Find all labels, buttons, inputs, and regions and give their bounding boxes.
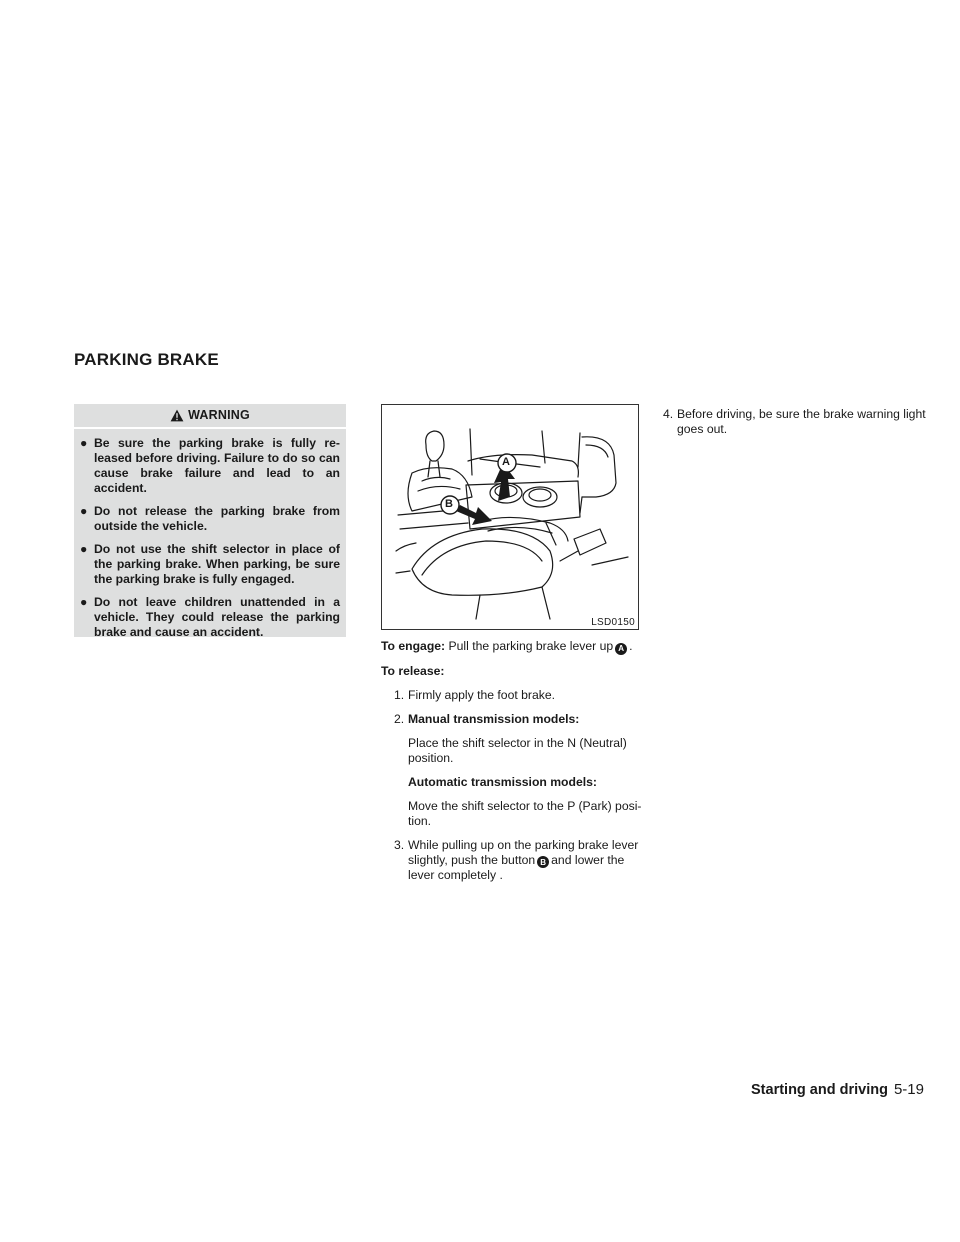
step-body (408, 712, 643, 829)
callout-a-label: A (502, 456, 510, 468)
page-number: 5-19 (893, 1081, 924, 1098)
callout-b-ref-icon: B (537, 856, 549, 868)
instructions-column (381, 639, 643, 892)
warning-header (74, 404, 346, 426)
warning-triangle-icon (170, 409, 184, 422)
warning-item (80, 542, 340, 587)
release-step (394, 688, 643, 703)
step-number: 2. (394, 711, 405, 726)
warning-item (80, 504, 340, 534)
auto-label: Automatic transmission models: (408, 774, 597, 789)
bullet-icon: ● (80, 542, 88, 556)
step-text-before: While pulling up on the parking brake lever slightly, push the button (408, 837, 639, 867)
step-number: 4. (663, 407, 674, 421)
step-number: 1. (394, 687, 405, 702)
manual-label: Manual transmission models: (408, 711, 580, 726)
auto-text: Move the shift selector to the P (Park) posi-tion. (408, 798, 642, 828)
engage-label: To engage: (381, 639, 446, 653)
callout-a-ref-icon: A (615, 643, 627, 655)
callout-b-label: B (445, 498, 453, 510)
release-label: To release: (381, 663, 445, 678)
engage-paragraph (381, 639, 643, 655)
warning-item-text: Do not leave children unattended in a vehicle. They could release the parking brake and cause an accident. (94, 595, 340, 639)
third-column (663, 407, 937, 446)
warning-item (80, 595, 340, 640)
warning-box (74, 404, 346, 637)
warning-item (80, 436, 340, 496)
step-text: Firmly apply the foot brake. (408, 687, 555, 702)
step-text-after: and lower the lever completely . (408, 852, 625, 882)
step-text (408, 838, 643, 884)
release-steps (381, 688, 643, 884)
engage-text: Pull the parking brake lever up (448, 639, 614, 653)
parking-brake-figure (381, 404, 639, 630)
release-step (663, 407, 937, 437)
warning-item-text: Be sure the parking brake is fully re-leased before driving. Failure to do so can cause brake failure and lead to an accident. (94, 436, 340, 495)
page-footer (751, 1081, 924, 1098)
warning-title: WARNING (188, 408, 250, 422)
warning-item-text: Do not use the shift selector in place of the parking brake. When parking, be sure the parking brake is fully engaged. (94, 542, 340, 586)
bullet-icon: ● (80, 504, 88, 518)
release-step (394, 838, 643, 884)
section-title: PARKING BRAKE (74, 350, 219, 369)
parking-brake-illustration (382, 405, 638, 629)
warning-item-text: Do not release the parking brake from outside the vehicle. (94, 504, 340, 533)
step-number: 3. (394, 837, 405, 852)
bullet-icon: ● (80, 595, 88, 609)
chapter-title: Starting and driving (751, 1082, 888, 1098)
warning-divider (74, 427, 346, 429)
figure-code: LSD0150 (591, 617, 635, 628)
warning-list (80, 436, 340, 648)
engage-end: . (629, 639, 633, 653)
bullet-icon: ● (80, 436, 88, 450)
release-step (394, 712, 643, 829)
step-text: Before driving, be sure the brake warning light goes out. (677, 407, 926, 436)
manual-text: Place the shift selector in the N (Neutral) position. (408, 735, 627, 765)
